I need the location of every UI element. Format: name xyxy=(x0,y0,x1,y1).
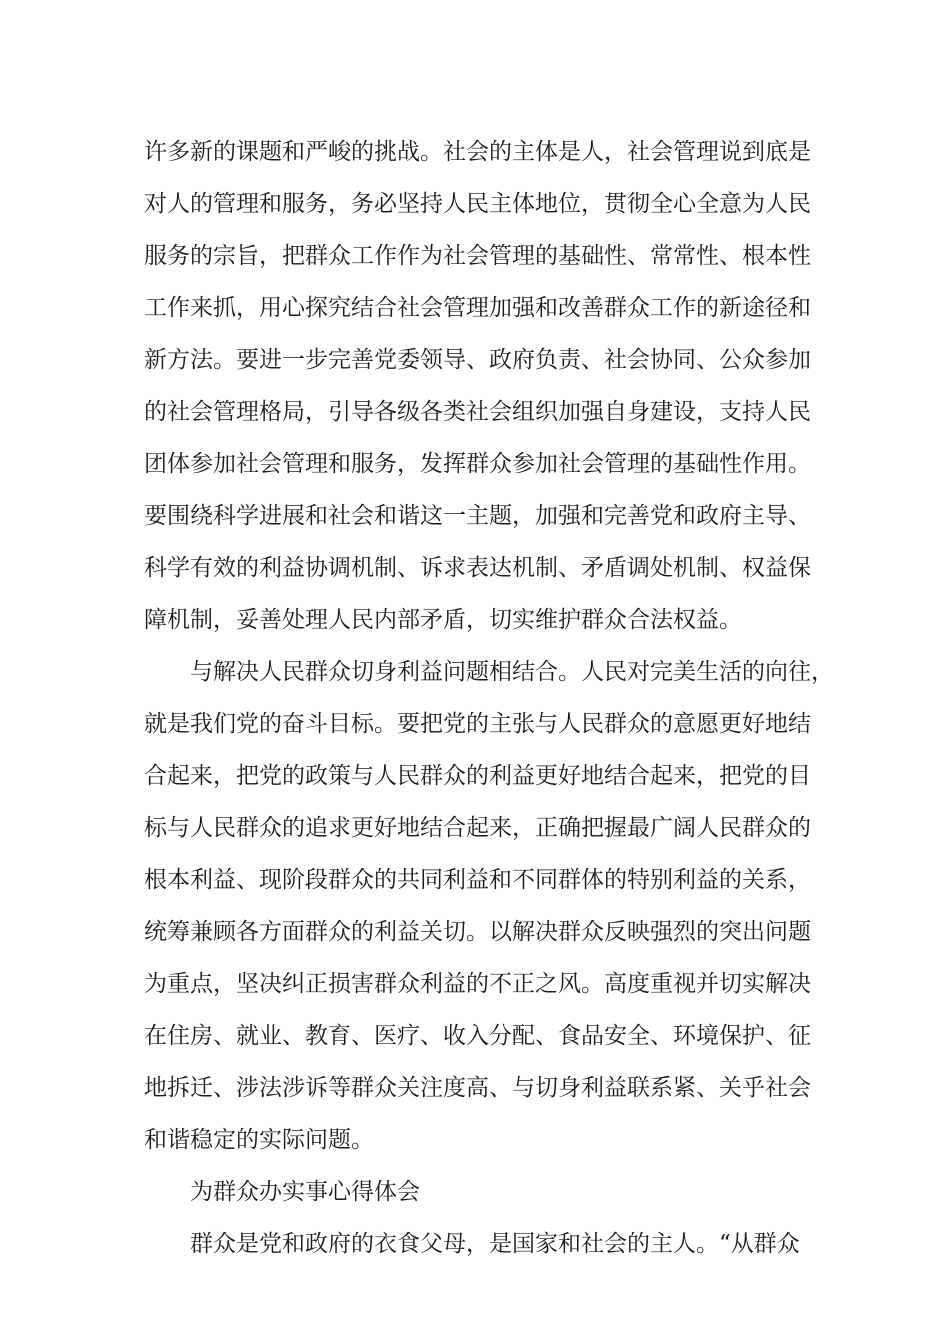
text-line: 地拆迁、涉法涉诉等群众关注度高、与切身利益联系紧、关乎社会 xyxy=(144,1075,811,1101)
text-line: 在住房、就业、教育、医疗、收入分配、食品安全、环境保护、征 xyxy=(144,1023,811,1049)
section-heading: 为群众办实事心得体会 xyxy=(190,1179,420,1205)
body-text xyxy=(144,126,834,1270)
text-line: 障机制，妥善处理人民内部矛盾，切实维护群众合法权益。 xyxy=(144,607,742,633)
text-line: 工作来抓，用心探究结合社会管理加强和改善群众工作的新途径和 xyxy=(144,295,811,321)
text-line: 就是我们党的奋斗目标。要把党的主张与人民群众的意愿更好地结 xyxy=(144,711,811,737)
text-line: 合起来，把党的政策与人民群众的利益更好地结合起来，把党的目 xyxy=(144,763,811,789)
text-line: 标与人民群众的追求更好地结合起来，正确把握最广阔人民群众的 xyxy=(144,815,811,841)
text-line: 科学有效的利益协调机制、诉求表达机制、矛盾调处机制、权益保 xyxy=(144,555,811,581)
text-line: 和谐稳定的实际问题。 xyxy=(144,1127,374,1153)
text-line: 要围绕科学进展和社会和谐这一主题，加强和完善党和政府主导、 xyxy=(144,503,811,529)
text-line: 对人的管理和服务，务必坚持人民主体地位，贯彻全心全意为人民 xyxy=(144,191,811,217)
paragraph-first-line: 群众是党和政府的衣食父母，是国家和社会的主人。“从群众 xyxy=(190,1231,800,1257)
text-line: 许多新的课题和严峻的挑战。社会的主体是人，社会管理说到底是 xyxy=(144,139,811,165)
text-line: 服务的宗旨，把群众工作作为社会管理的基础性、常常性、根本性 xyxy=(144,243,811,269)
text-line: 为重点，坚决纠正损害群众利益的不正之风。高度重视并切实解决 xyxy=(144,971,811,997)
text-line: 的社会管理格局，引导各级各类社会组织加强自身建设，支持人民 xyxy=(144,399,811,425)
text-line: 团体参加社会管理和服务，发挥群众参加社会管理的基础性作用。 xyxy=(144,451,811,477)
text-line: 新方法。要进一步完善党委领导、政府负责、社会协同、公众参加 xyxy=(144,347,811,373)
text-line: 统筹兼顾各方面群众的利益关切。以解决群众反映强烈的突出问题 xyxy=(144,919,811,945)
paragraph-first-line: 与解决人民群众切身利益问题相结合。人民对完美生活的向往， xyxy=(190,659,834,685)
text-line: 根本利益、现阶段群众的共同利益和不同群体的特别利益的关系， xyxy=(144,867,811,893)
